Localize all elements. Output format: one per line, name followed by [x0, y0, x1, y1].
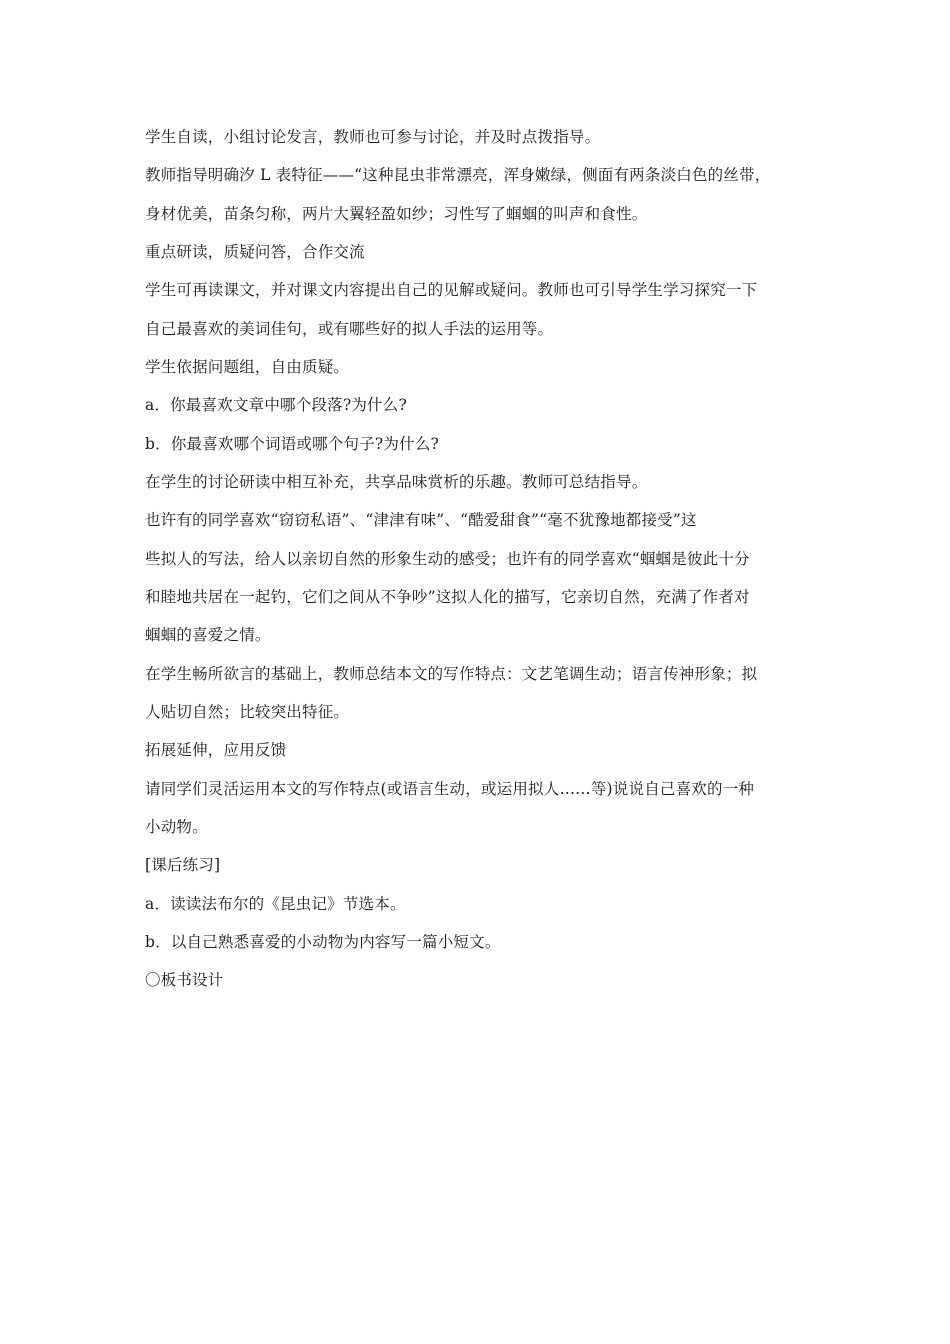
paragraph-line: 人贴切自然；比较突出特征。: [145, 703, 350, 721]
section-heading: 〇板书设计: [145, 971, 224, 989]
question-item-b: b．你最喜欢哪个词语或哪个句子?为什么?: [145, 435, 440, 453]
question-item-a: a．你最喜欢文章中哪个段落?为什么?: [145, 396, 407, 414]
paragraph-line: 和睦地共居在一起钓，它们之间从不争吵”这拟人化的描写，它亲切自然，充满了作者对: [145, 588, 750, 606]
paragraph-line: 请同学们灵活运用本文的写作特点(或语言生动，或运用拟人……等)说说自己喜欢的一种: [145, 780, 755, 798]
paragraph-line: 也许有的同学喜欢“窃窃私语”、“津津有味”、“酷爱甜食”“毫不犹豫地都接受”这: [145, 511, 697, 529]
paragraph-line: 学生依据问题组，自由质疑。: [145, 358, 350, 376]
paragraph-line: 蝈蝈的喜爱之情。: [145, 626, 271, 644]
exercise-item-b: b．以自己熟悉喜爱的小动物为内容写一篇小短文。: [145, 933, 501, 951]
paragraph-line: 自己最喜欢的美词佳句，或有哪些好的拟人手法的运用等。: [145, 320, 554, 338]
section-heading: 拓展延伸，应用反馈: [145, 741, 287, 759]
paragraph-line: 学生可再读课文，并对课文内容提出自己的见解或疑问。教师也可引导学生学习探究一下: [145, 281, 758, 299]
paragraph-line: 在学生畅所欲言的基础上，教师总结本文的写作特点：文艺笔调生动；语言传神形象；拟: [145, 665, 758, 683]
section-heading: [课后练习]: [145, 856, 221, 874]
exercise-item-a: a．读读法布尔的《昆虫记》节选本。: [145, 895, 406, 913]
paragraph-line: 小动物。: [145, 818, 208, 836]
paragraph-line: 在学生的讨论研读中相互补充，共享品味赏析的乐趣。教师可总结指导。: [145, 473, 648, 491]
paragraph-line: 学生自读，小组讨论发言，教师也可参与讨论，并及时点拨指导。: [145, 128, 601, 146]
paragraph-line: 些拟人的写法，给人以亲切自然的形象生动的感受；也许有的同学喜欢“蝈蝈是彼此十分: [145, 550, 750, 568]
section-heading: 重点研读，质疑问答，合作交流: [145, 243, 365, 261]
paragraph-line: 身材优美，苗条匀称，两片大翼轻盈如纱；习性写了蝈蝈的叫声和食性。: [145, 205, 648, 223]
paragraph-line: 教师指导明确汐 L 表特征——“这种昆虫非常漂亮，浑身嫩绿，侧面有两条淡白色的丝带，: [145, 166, 771, 184]
